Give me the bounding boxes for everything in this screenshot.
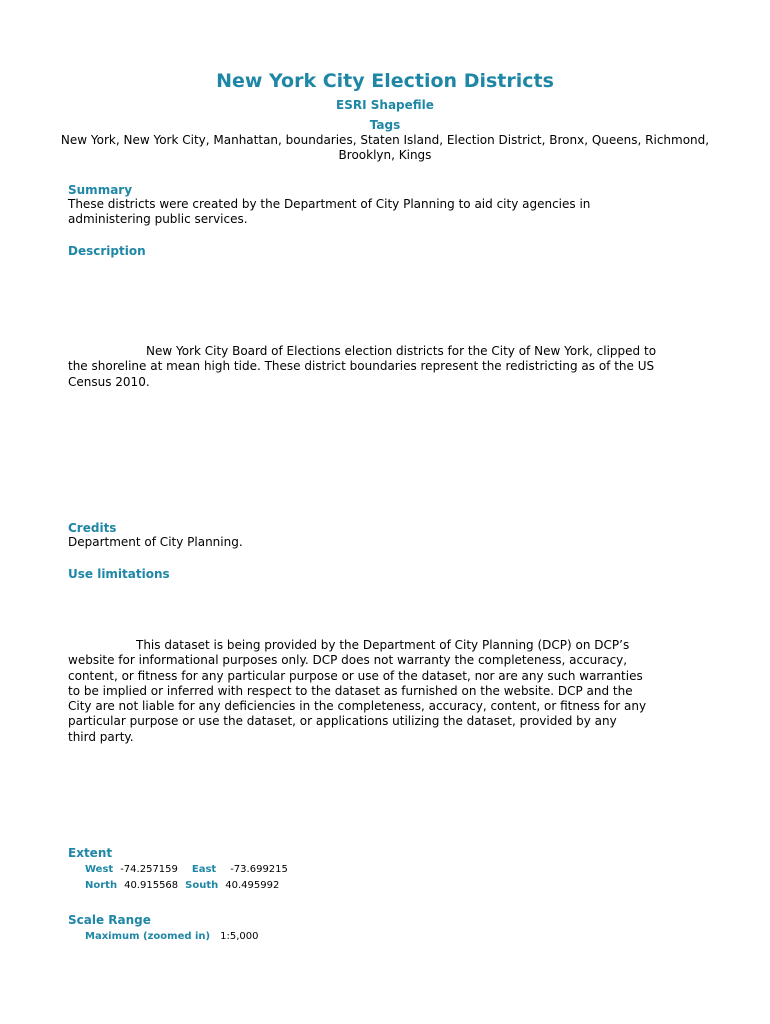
tags-heading: Tags bbox=[369, 118, 401, 132]
max-zoom-value: 1:5,000 bbox=[220, 931, 259, 942]
max-zoom-label: Maximum (zoomed in) bbox=[85, 931, 211, 942]
east-label: East bbox=[191, 864, 217, 875]
extent-heading: Extent bbox=[68, 846, 113, 860]
north-value: 40.915568 bbox=[124, 880, 179, 891]
scale-range-heading: Scale Range bbox=[68, 913, 151, 927]
format-subtitle: ESRI Shapefile bbox=[336, 98, 434, 112]
west-value: -74.257159 bbox=[120, 864, 178, 875]
summary-heading: Summary bbox=[68, 183, 133, 197]
description-text: New York City Board of Elections election districts for the City of New York, clipped to the shoreline at mean high tide. These district boundaries represent the redistricting as of the US Census 2010. bbox=[68, 344, 660, 389]
tags-text: New York, New York City, Manhattan, boundaries, Staten Island, Election District, Bronx, Queens, Richmond, Brooklyn, Kings bbox=[60, 133, 710, 162]
summary-text: These districts were created by the Department of City Planning to aid city agencies in administering public services. bbox=[68, 197, 595, 227]
south-value: 40.495992 bbox=[225, 880, 280, 891]
extent-row-west-east bbox=[85, 864, 295, 875]
description-heading: Description bbox=[68, 244, 146, 258]
extent-row-north-south bbox=[85, 880, 286, 891]
use-limitations-text: This dataset is being provided by the Department of City Planning (DCP) on DCP’s website for informational purposes only. DCP does not warranty the completeness, accuracy, content, or fitness for any particular purpose or use of the dataset, nor are any such warranties to be implied or inferred with respect to the dataset as furnished on the website. DCP and the City are not liable for any deficiencies in the completeness, accuracy, content, or fitness for any particular purpose or use the dataset, or applications utilizing the dataset, provided by any third party. bbox=[68, 638, 650, 744]
west-label: West bbox=[85, 864, 114, 875]
credits-text: Department of City Planning. bbox=[68, 535, 243, 549]
north-label: North bbox=[85, 880, 118, 891]
use-limitations-heading: Use limitations bbox=[68, 567, 170, 581]
south-label: South bbox=[185, 880, 219, 891]
east-value: -73.699215 bbox=[230, 864, 288, 875]
credits-heading: Credits bbox=[68, 521, 117, 535]
document-title: New York City Election Districts bbox=[216, 70, 554, 92]
scale-range-row bbox=[85, 931, 265, 942]
